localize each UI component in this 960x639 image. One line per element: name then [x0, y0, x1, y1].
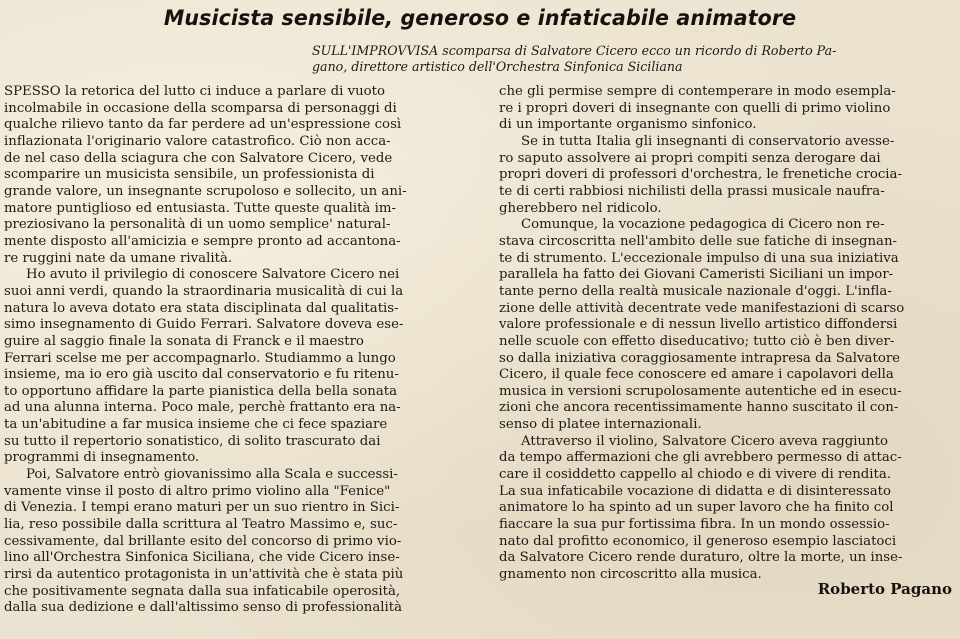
- article-text-line: Poi, Salvatore entrò giovanissimo alla Scala e successi-: [26, 467, 398, 483]
- article-text-line: di un importante organismo sinfonico.: [499, 117, 757, 133]
- article-text-line: scomparire un musicista sensibile, un professionista di: [4, 167, 375, 183]
- article-text-line: senso di platee internazionali.: [499, 417, 702, 433]
- article-text-line: dalla sua dedizione e dall'altissimo senso di professionalità: [4, 600, 403, 616]
- article-text-line: zioni che ancora recentissimamente hanno suscitato il con-: [499, 400, 899, 416]
- article-text-line: suoi anni verdi, quando la straordinaria musicalità di cui la: [4, 283, 404, 299]
- article-text-line: stava circoscritta nell'ambito delle sue fatiche di insegnan-: [499, 233, 898, 249]
- article-text-line: di Venezia. I tempi erano maturi per un suo rientro in Sici-: [4, 500, 400, 516]
- article-text-line: ro saputo assolvere ai propri compiti senza derogare dai: [499, 150, 881, 166]
- author-signature: Roberto Pagano: [817, 580, 952, 598]
- article-text-line: gnamento non circoscritto alla musica.: [499, 567, 762, 583]
- article-text-line: te di certi rabbiosi nichilisti della prassi musicale naufra-: [499, 183, 885, 199]
- article-text-line: guire al saggio finale la sonata di Franck e il maestro: [4, 333, 364, 349]
- article-text-line: musica in versioni scrupolosamente autentiche ed in esecu-: [499, 383, 902, 399]
- article-text-line: da Salvatore Cicero rende duraturo, oltre la morte, un inse-: [499, 550, 903, 566]
- article-text-line: nato dal profitto economico, il generoso esempio lasciatoci: [499, 533, 897, 549]
- article-text-line: Se in tutta Italia gli insegnanti di conservatorio avesse-: [521, 133, 895, 149]
- subhead-line: gano, direttore artistico dell'Orchestra Sinfonica Siciliana: [312, 59, 683, 74]
- article-text-line: fiaccare la sua pur fortissima fibra. In un mondo ossessio-: [499, 517, 890, 533]
- article-text-line: animatore lo ha spinto ad un super lavoro che ha finito col: [499, 500, 894, 516]
- article-text-line: re ruggini nate da umane rivalità.: [4, 250, 233, 266]
- article-text-line: preziosivano la personalità di un uomo semplice' natural-: [4, 217, 391, 233]
- article-text-line: zione delle attività decentrate vede manifestazioni di scarso: [499, 300, 905, 316]
- article-text-line: vamente vinse il posto di altro primo violino alla "Fenice": [4, 483, 391, 499]
- article-text-line: lino all'Orchestra Sinfonica Siciliana, che vide Cicero inse-: [4, 550, 400, 566]
- article-text-line: natura lo aveva dotato era stata disciplinata dal qualitatis-: [4, 300, 399, 316]
- article-column-right: [499, 84, 954, 584]
- article-text-line: insieme, ma io ero già uscito dal conservatorio e fu ritenu-: [4, 367, 399, 383]
- article-text-line: su tutto il repertorio sonatistico, di solito trascurato dai: [4, 433, 381, 449]
- article-text-line: ta un'abitudine a far musica insieme che ci fece spaziare: [4, 417, 388, 433]
- article-column-left: [4, 84, 476, 617]
- article-text-line: mente disposto all'amicizia e sempre pronto ad accantona-: [4, 233, 401, 249]
- article-text-line: lia, reso possibile dalla scrittura al Teatro Massimo e, suc-: [4, 517, 398, 533]
- article-text-line: re i propri doveri di insegnante con quelli di primo violino: [499, 100, 891, 116]
- article-text-line: che positivamente segnata dalla sua infaticabile operosità,: [4, 583, 401, 599]
- article-text-line: Attraverso il violino, Salvatore Cicero aveva raggiunto: [521, 433, 889, 449]
- article-text-line: tante perno della realtà musicale nazionale d'oggi. L'infla-: [499, 283, 892, 299]
- article-subhead: [312, 43, 952, 75]
- article-text-line: care il cosiddetto cappello al chiodo e di vivere di rendita.: [499, 467, 892, 483]
- article-text-line: valore professionale e di nessun livello artistico diffondersi: [499, 317, 898, 333]
- article-text-line: La sua infaticabile vocazione di didatta e di disinteressato: [499, 483, 891, 499]
- article-text-line: programmi di insegnamento.: [4, 450, 200, 466]
- article-text-line: incolmabile in occasione della scomparsa di personaggi di: [4, 100, 397, 116]
- article-text-line: gherebbero nel ridicolo.: [499, 200, 662, 216]
- article-text-line: parallela ha fatto dei Giovani Cameristi Siciliani un impor-: [499, 267, 894, 283]
- article-text-line: Ferrari scelse me per accompagnarlo. Studiammo a lungo: [4, 350, 396, 366]
- article-text-line: da tempo affermazioni che gli avrebbero permesso di attac-: [499, 450, 902, 466]
- article-text-line: cessivamente, dal brillante esito del concorso di primo vio-: [4, 533, 402, 549]
- article-text-line: de nel caso della sciagura che con Salvatore Cicero, vede: [4, 150, 393, 166]
- article-text-line: grande valore, un insegnante scrupoloso e sollecito, un ani-: [4, 183, 407, 199]
- article-text-line: matore puntiglioso ed entusiasta. Tutte queste qualità im-: [4, 200, 396, 216]
- article-text-line: simo insegnamento di Guido Ferrari. Salvatore doveva ese-: [4, 317, 404, 333]
- article-text-line: Cicero, il quale fece conoscere ed amare i capolavori della: [499, 367, 894, 383]
- article-text-line: to opportuno affidare la parte pianistica della bella sonata: [4, 383, 398, 399]
- article-text-line: propri doveri di professori d'orchestra, le frenetiche crocia-: [499, 167, 902, 183]
- article-headline: Musicista sensibile, generoso e infaticabile animatore: [163, 6, 797, 30]
- article-text-line: SPESSO la retorica del lutto ci induce a parlare di vuoto: [4, 84, 386, 99]
- article-text-line: te di strumento. L'eccezionale impulso di una sua iniziativa: [499, 250, 899, 266]
- article-text-line: Comunque, la vocazione pedagogica di Cicero non re-: [521, 217, 885, 233]
- article-text-line: inflazionata l'originario valore catastrofico. Ciò non acca-: [4, 133, 391, 149]
- article-text-line: ad una alunna interna. Poco male, perchè frattanto era na-: [4, 400, 401, 416]
- article-text-line: qualche rilievo tanto da far perdere ad un'espressione così: [4, 117, 402, 133]
- article-text-line: rirsi da autentico protagonista in un'attività che è stata più: [4, 567, 404, 583]
- article-text-line: nelle scuole con effetto diseducativo; tutto ciò è ben diver-: [499, 333, 895, 349]
- article-text-line: che gli permise sempre di contemperare in modo esempla-: [499, 84, 896, 99]
- subhead-line: SULL'IMPROVVISA scomparsa di Salvatore Cicero ecco un ricordo di Roberto Pa-: [312, 43, 837, 58]
- article-text-line: Ho avuto il privilegio di conoscere Salvatore Cicero nei: [26, 267, 400, 283]
- article-text-line: so dalla iniziativa coraggiosamente intrapresa da Salvatore: [499, 350, 901, 366]
